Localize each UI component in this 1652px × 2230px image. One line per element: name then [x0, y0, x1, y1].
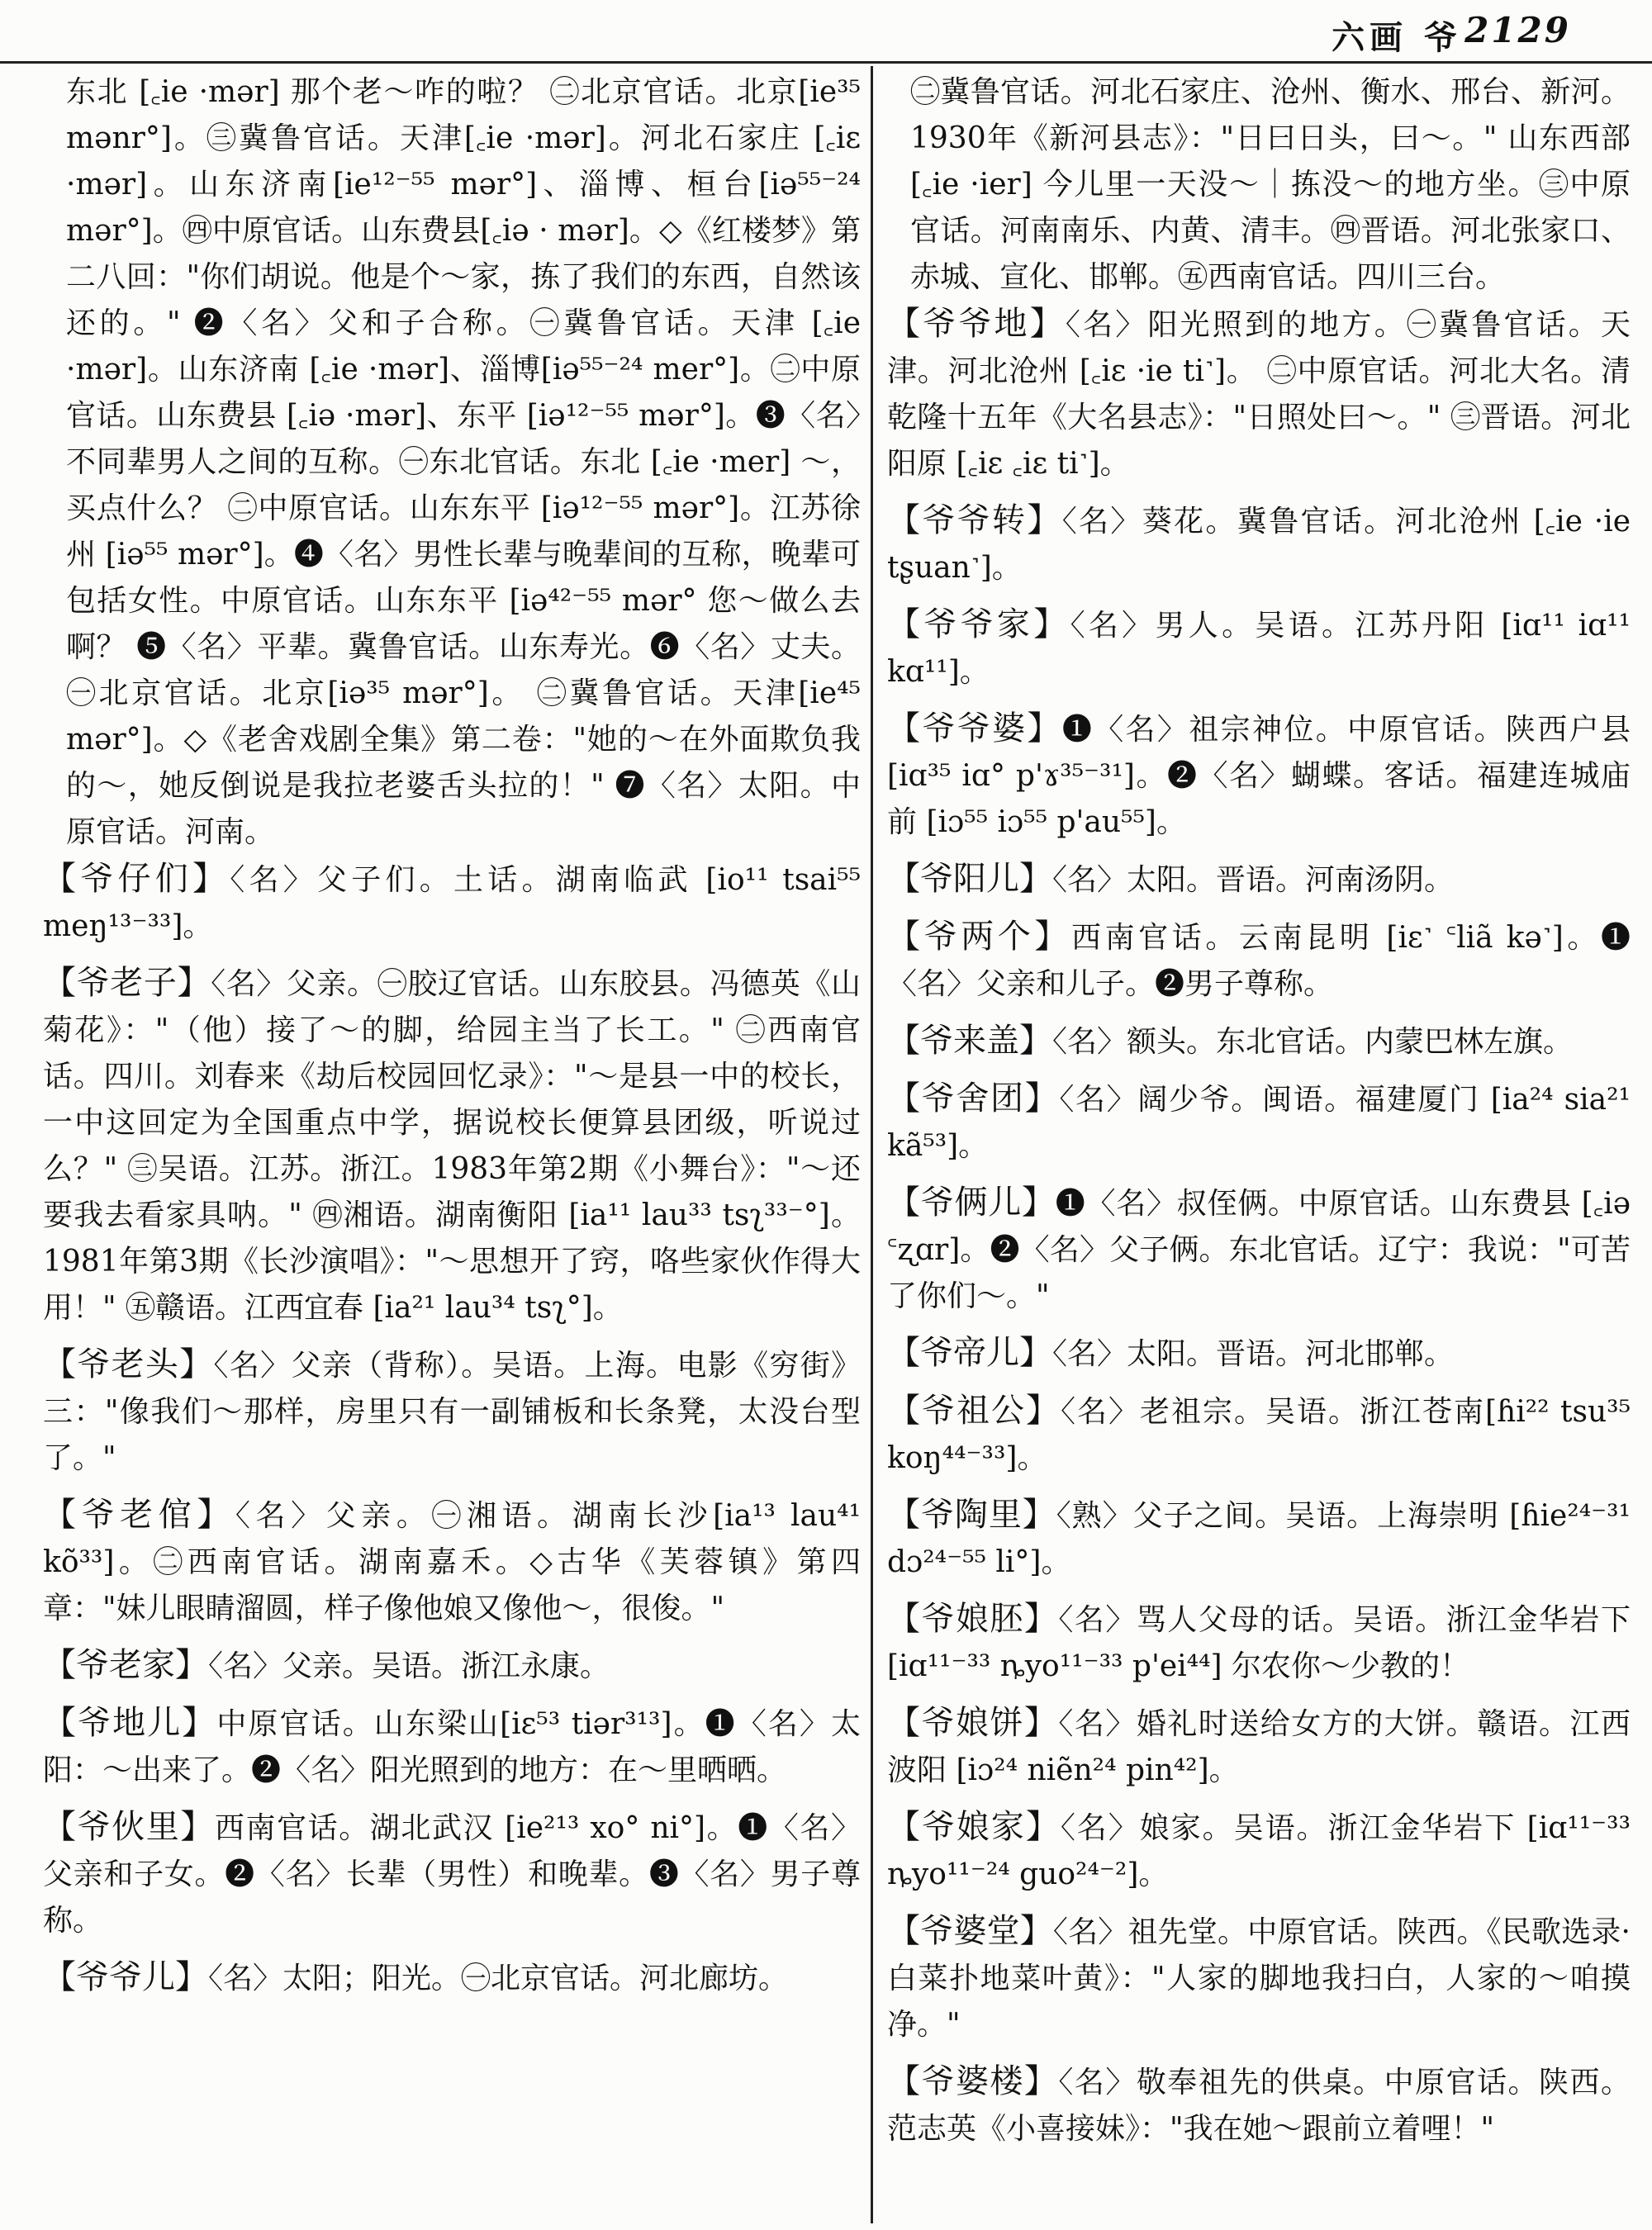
entry-definition: 〈名〉太阳。晋语。河北邯郸。 — [1052, 1337, 1455, 1371]
entry-headword: 【爷老家】 — [43, 1646, 208, 1684]
entry-headword: 【爷俩儿】 — [887, 1184, 1056, 1222]
entry-definition: 西南官话。云南昆明 [iɛ˺ ꜂liã kə˺]。❶〈名〉父亲和儿子。❷男子尊称。 — [887, 921, 1631, 1001]
dictionary-entry — [43, 856, 861, 950]
entry-definition: 〈名〉父子们。土话。湖南临武 [io¹¹ tsai⁵⁵ meŋ¹³⁻³³]。 — [43, 863, 861, 943]
dictionary-entry — [887, 856, 1631, 904]
dictionary-entry — [43, 1341, 861, 1482]
entry-headword: 【爷来盖】 — [887, 1022, 1052, 1060]
dictionary-entry — [43, 1700, 861, 1794]
column-divider — [871, 66, 873, 2223]
entry-headword: 【爷老倌】 — [43, 1496, 235, 1534]
entry-definition: 〈名〉阔少爷。闽语。福建厦门 [ia²⁴ sia²¹ kã⁵³]。 — [887, 1083, 1631, 1163]
entry-definition: 〈名〉太阳。晋语。河南汤阴。 — [1052, 863, 1455, 897]
dictionary-entry — [887, 1179, 1631, 1320]
entry-definition: ❶〈名〉祖宗神位。中原官话。陕西户县 [iɑ³⁵ iɑ° p'ɤ³⁵⁻³¹]。❷〈名〉蝴蝶。客话。福建连城庙前 [iɔ⁵⁵ iɔ⁵⁵ p'au⁵⁵]。 — [887, 713, 1631, 839]
entry-headword: 【爷婆楼】 — [887, 2062, 1059, 2100]
dictionary-entry — [887, 601, 1631, 695]
entry-headword: 【爷阳儿】 — [887, 860, 1052, 898]
entry-headword: 【爷仔们】 — [43, 860, 230, 898]
entry-headword: 【爷娘胚】 — [887, 1600, 1059, 1638]
entry-headword: 【爷婆堂】 — [887, 1912, 1053, 1950]
entry-definition: 〈名〉敬奉祖先的供桌。中原官话。陕西。范志英《小喜接妹》："我在她～跟前立着哩！" — [887, 2066, 1631, 2146]
entry-definition: 〈名〉父亲（背称）。吴语。上海。电影《穷街》三："像我们～那样，房里只有一副铺板和长条凳，太没台型了。" — [43, 1349, 861, 1475]
entry-headword: 【爷陶里】 — [887, 1496, 1056, 1534]
entry-headword: 【爷爷家】 — [887, 605, 1070, 643]
left-entry-list — [43, 856, 861, 2002]
entry-headword: 【爷地儿】 — [43, 1704, 217, 1742]
entry-headword: 【爷伙里】 — [43, 1808, 215, 1846]
entry-definition: 〈名〉骂人父母的话。吴语。浙江金华岩下 [iɑ¹¹⁻³³ ȵyo¹¹⁻³³ p'ei⁴⁴] 尔农你～少教的！ — [887, 1603, 1631, 1683]
entry-definition: 〈熟〉父子之间。吴语。上海崇明 [ɦie²⁴⁻³¹ dɔ²⁴⁻⁵⁵ li°]。 — [887, 1499, 1631, 1579]
dictionary-entry — [887, 1388, 1631, 1482]
page-header — [0, 0, 1652, 64]
dictionary-entry — [887, 705, 1631, 846]
right-entry-list — [887, 301, 1631, 2152]
entry-headword: 【爷娘家】 — [887, 1808, 1061, 1846]
entry-headword: 【爷两个】 — [887, 918, 1071, 956]
entry-headword: 【爷爷婆】 — [887, 709, 1062, 747]
dictionary-entry — [887, 2058, 1631, 2152]
entry-definition: ❶〈名〉叔侄俩。中原官话。山东费县 [꜀iə ꜂ʐɑr]。❷〈名〉父子俩。东北官话。辽宁：我说："可苦了你们～。" — [887, 1187, 1631, 1313]
entry-definition: 〈名〉太阳；阳光。㊀北京官话。河北廊坊。 — [208, 1962, 789, 1995]
dictionary-entry — [887, 913, 1631, 1008]
dictionary-entry — [887, 1908, 1631, 2048]
entry-definition: 〈名〉父亲。㊀胶辽官话。山东胶县。冯德英《山菊花》："（他）接了～的脚，给园主当了长工。" ㊁西南官话。四川。刘春来《劫后校园回忆录》："～是县一中的校长，一中这回定为全国重点中学，据说校长便算县团级，听说过么？" ㊂吴语。江苏。浙江。1983年第2期《小舞台》："～还要我去看家具呐。" ㊃湘语。湖南衡阳 [ia¹¹ lau³³ tsʅ³³⁻°]。1981年第3期《长沙演唱》："～思想开了窍，咯些家伙作得大用！" ㊄赣语。江西宜春 [ia²¹ lau³⁴ tsʅ°]。 — [43, 967, 861, 1325]
entry-definition: 西南官话。湖北武汉 [ie²¹³ xo° ni°]。❶〈名〉父亲和子女。❷〈名〉长辈（男性）和晚辈。❸〈名〉男子尊称。 — [43, 1811, 861, 1938]
dictionary-entry — [43, 1804, 861, 1944]
dictionary-entry — [887, 1596, 1631, 1690]
left-column — [43, 69, 861, 2217]
dictionary-entry — [887, 1018, 1631, 1065]
dictionary-entry — [887, 1700, 1631, 1794]
entry-headword: 【爷爷地】 — [887, 305, 1066, 343]
dictionary-entry — [43, 1642, 861, 1690]
entry-headword: 【爷爷儿】 — [43, 1958, 208, 1996]
dictionary-entry — [887, 301, 1631, 487]
entry-headword: 【爷娘饼】 — [887, 1704, 1059, 1742]
page-number: 2129 — [1464, 10, 1571, 50]
entry-definition: 〈名〉老祖宗。吴语。浙江苍南[ɦi²² tsu³⁵ koŋ⁴⁴⁻³³]。 — [887, 1395, 1631, 1475]
entry-definition: 〈名〉娘家。吴语。浙江金华岩下 [iɑ¹¹⁻³³ ȵyo¹¹⁻²⁴ guo²⁴⁻²]。 — [887, 1811, 1631, 1891]
dictionary-entry — [887, 1330, 1631, 1378]
dictionary-entry — [43, 1492, 861, 1632]
entry-headword: 【爷老头】 — [43, 1345, 214, 1383]
dictionary-entry — [43, 960, 861, 1331]
continued-entry-text: ㊁冀鲁官话。河北石家庄、沧州、衡水、邢台、新河。1930年《新河县志》："日曰日头，曰～。" 山东西部 [꜀ie ·ier] 今儿里一天没～｜拣没～的地方坐。㊂中原官话。河南南乐、内黄、清丰。㊃晋语。河北张家口、赤城、宣化、邯郸。㊄西南官话。四川三台。 — [910, 75, 1631, 294]
entry-headword: 【爷祖公】 — [887, 1392, 1061, 1430]
running-head-section: 六画 爷 — [1332, 19, 1462, 57]
entry-definition: 〈名〉葵花。冀鲁官话。河北沧州 [꜀ie ·ie tʂuan˺]。 — [887, 505, 1631, 585]
dictionary-entry — [43, 1954, 861, 2002]
entry-definition: 〈名〉阳光照到的地方。㊀冀鲁官话。天津。河北沧州 [꜀iɛ ·ie ti˺]。 ㊁中原官话。河北大名。清乾隆十五年《大名县志》："日照处曰～。" ㊂晋语。河北阳原 [꜀iɛ ꜀iɛ ti˺]。 — [887, 308, 1631, 481]
continued-entry-text: 东北 [꜀ie ·mər] 那个老～咋的啦？ ㊁北京官话。北京[ie³⁵ mənr°]。㊂冀鲁官话。天津[꜀ie ·mər]。河北石家庄 [꜀iɛ ·mər]。山东济南[ie¹²⁻⁵⁵ mər°]、淄博、桓台[iə⁵⁵⁻²⁴ mər°]。㊃中原官话。山东费县[꜀iə · mər]。◇《红楼梦》第二八回："你们胡说。他是个～家，拣了我们的东西，自然该还的。" ❷〈名〉父和子合称。㊀冀鲁官话。天津 [꜀ie ·mər]。山东济南 [꜀ie ·mər]、淄博[iə⁵⁵⁻²⁴ mer°]。㊁中原官话。山东费县 [꜀iə ·mər]、东平 [iə¹²⁻⁵⁵ mər°]。❸〈名〉不同辈男人之间的互称。㊀东北官话。东北 [꜀ie ·mer] ～，买点什么？ ㊁中原官话。山东东平 [iə¹²⁻⁵⁵ mər°]。江苏徐州 [iə⁵⁵ mər°]。❹〈名〉男性长辈与晚辈间的互称，晚辈可包括女性。中原官话。山东东平 [iə⁴²⁻⁵⁵ mər° 您～做么去啊？ ❺〈名〉平辈。冀鲁官话。山东寿光。❻〈名〉丈夫。㊀北京官话。北京[iə³⁵ mər°]。 ㊁冀鲁官话。天津[ie⁴⁵ mər°]。◇《老舍戏剧全集》第二卷："她的～在外面欺负我的～，她反倒说是我拉老婆舌头拉的！" ❼〈名〉太阳。中原官话。河南。 — [66, 75, 861, 849]
right-column — [887, 69, 1631, 2217]
dictionary-entry — [887, 1804, 1631, 1898]
dictionary-entry — [887, 497, 1631, 591]
entry-definition: 〈名〉婚礼时送给女方的大饼。赣语。江西波阳 [iɔ²⁴ niẽn²⁴ pin⁴²]。 — [887, 1707, 1631, 1787]
entry-definition: 〈名〉男人。吴语。江苏丹阳 [iɑ¹¹ iɑ¹¹ kɑ¹¹]。 — [887, 609, 1631, 689]
entry-definition: 〈名〉父亲。㊀湘语。湖南长沙[ia¹³ lau⁴¹ kõ³³]。㊁西南官话。湖南嘉禾。◇古华《芙蓉镇》第四章："妹儿眼睛溜圆，样子像他娘又像他～，很俊。" — [43, 1499, 861, 1625]
entry-definition: 〈名〉祖先堂。中原官话。陕西。《民歌选录·白菜扑地菜叶黄》："人家的脚地我扫白，人家的～咱摸净。" — [887, 1915, 1631, 2042]
entry-definition: 中原官话。山东梁山[iɛ⁵³ tiər³¹³]。❶〈名〉太阳：～出来了。❷〈名〉阳光照到的地方：在～里晒晒。 — [43, 1707, 861, 1787]
dictionary-entry — [887, 1492, 1631, 1586]
entry-headword: 【爷爷转】 — [887, 501, 1062, 539]
entry-definition: 〈名〉额头。东北官话。内蒙巴林左旗。 — [1052, 1025, 1574, 1059]
entry-definition: 〈名〉父亲。吴语。浙江永康。 — [208, 1649, 610, 1683]
entry-headword: 【爷老子】 — [43, 964, 211, 1002]
entry-headword: 【爷帝儿】 — [887, 1334, 1052, 1372]
dictionary-entry — [887, 1075, 1631, 1170]
entry-headword: 【爷舍团】 — [887, 1079, 1060, 1117]
